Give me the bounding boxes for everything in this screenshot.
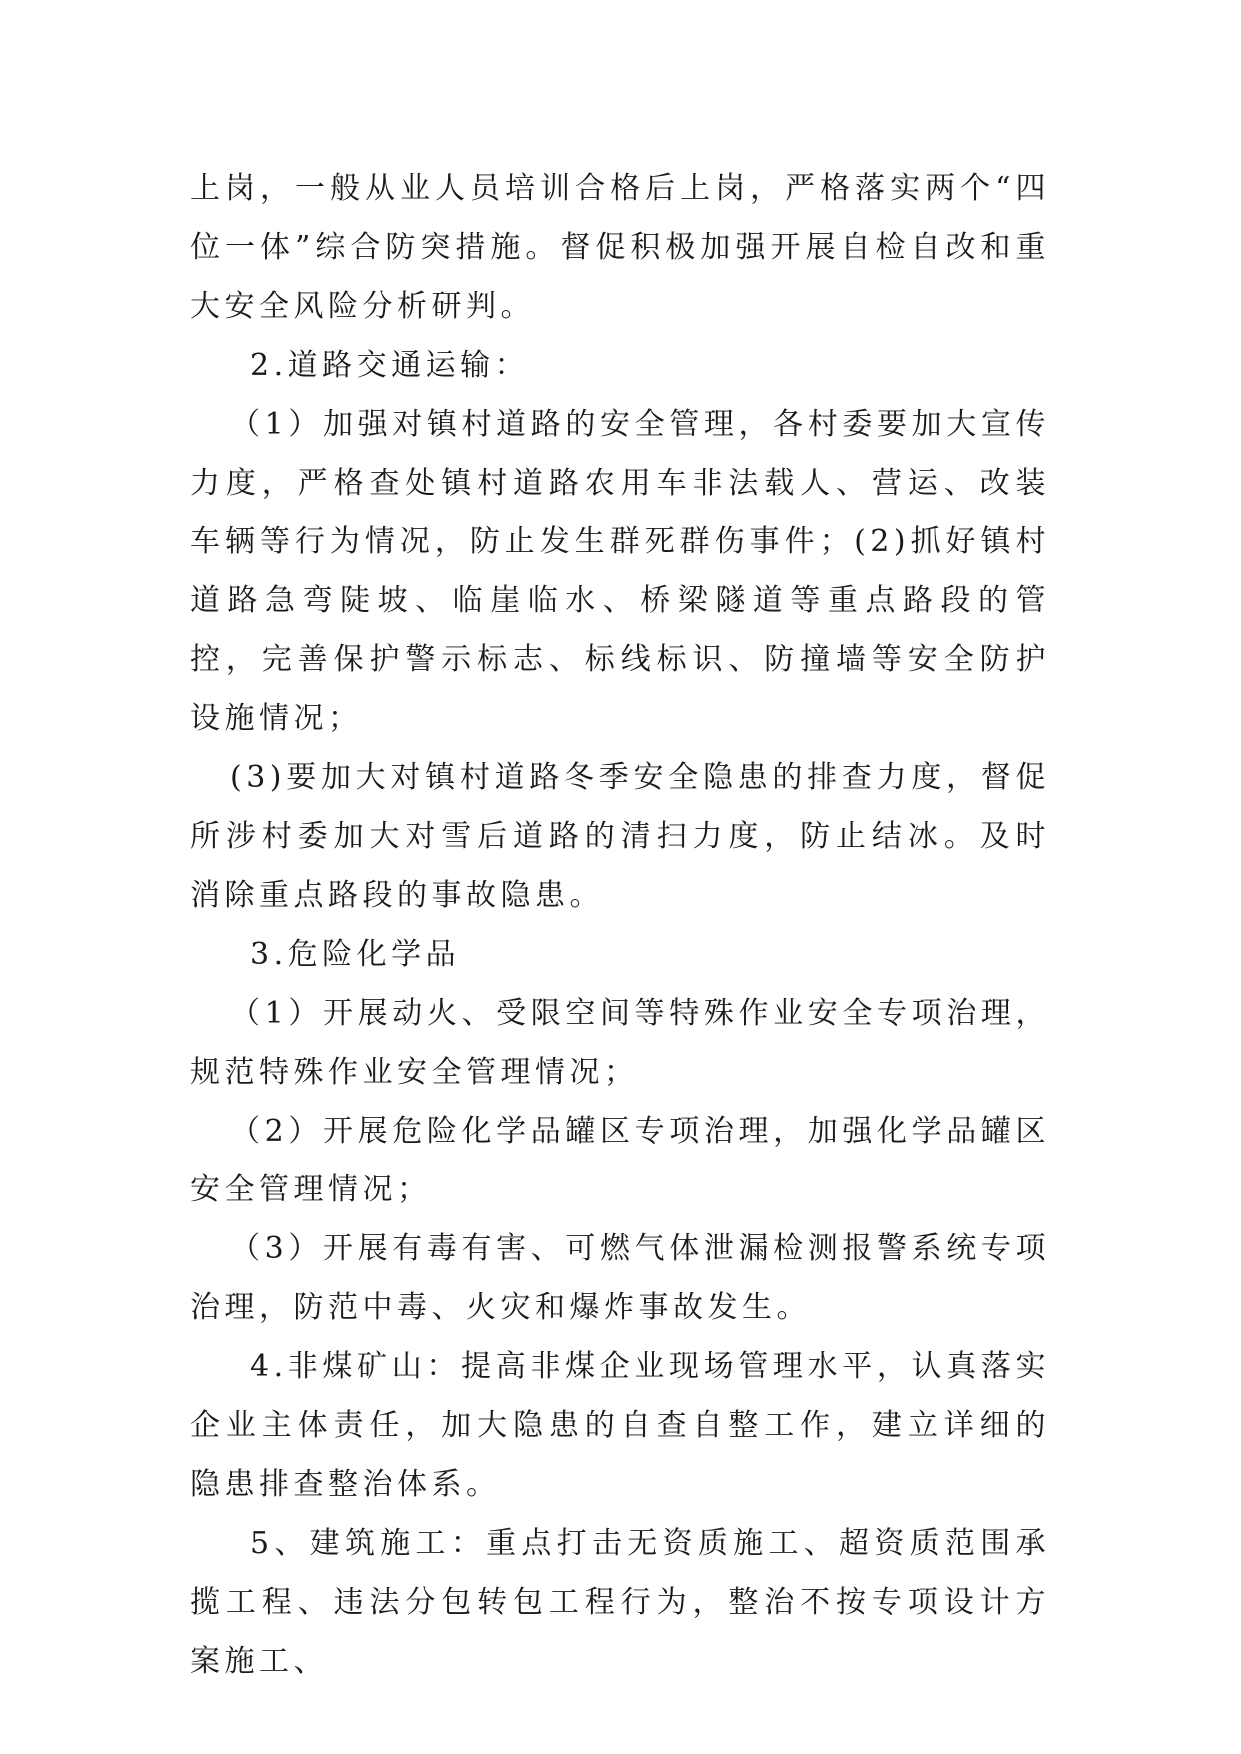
paragraph-chemicals-item-1: （1）开展动火、受限空间等特殊作业安全专项治理，规范特殊作业安全管理情况； xyxy=(190,995,1050,1090)
section-heading-road-traffic: 2.道路交通运输： xyxy=(250,347,530,383)
paragraph-chemicals-item-3: （3）开展有毒有害、可燃气体泄漏检测报警系统专项治理，防范中毒、火灾和爆炸事故发生。 xyxy=(190,1231,1050,1326)
paragraph-road-item-3: (3)要加大对镇村道路冬季安全隐患的排查力度，督促所涉村委加大对雪后道路的清扫力度，防止结冰。及时消除重点路段的事故隐患。 xyxy=(190,760,1050,913)
paragraph-non-coal-mines: 4.非煤矿山：提高非煤企业现场管理水平，认真落实企业主体责任，加大隐患的自查自整工作，建立详细的隐患排查整治体系。 xyxy=(190,1349,1050,1502)
paragraph-continuation: 上岗，一般从业人员培训合格后上岗，严格落实两个“四位一体”综合防突措施。督促积极加强开展自检自改和重大安全风险分析研判。 xyxy=(190,171,1050,324)
section-heading-hazardous-chemicals: 3.危险化学品 xyxy=(250,936,461,972)
paragraph-construction: 5、建筑施工：重点打击无资质施工、超资质范围承揽工程、违法分包转包工程行为，整治不按专项设计方案施工、 xyxy=(190,1525,1050,1679)
document-body xyxy=(190,160,1050,1692)
paragraph-road-item-1-2: （1）加强对镇村道路的安全管理，各村委要加大宣传力度，严格查处镇村道路农用车非法载人、营运、改装车辆等行为情况，防止发生群死群伤事件；(2)抓好镇村道路急弯陡坡、临崖临水、桥梁隧道等重点路段的管控，完善保护警示标志、标线标识、防撞墙等安全防护设施情况； xyxy=(190,406,1050,737)
paragraph-chemicals-item-2: （2）开展危险化学品罐区专项治理，加强化学品罐区安全管理情况； xyxy=(190,1113,1050,1208)
